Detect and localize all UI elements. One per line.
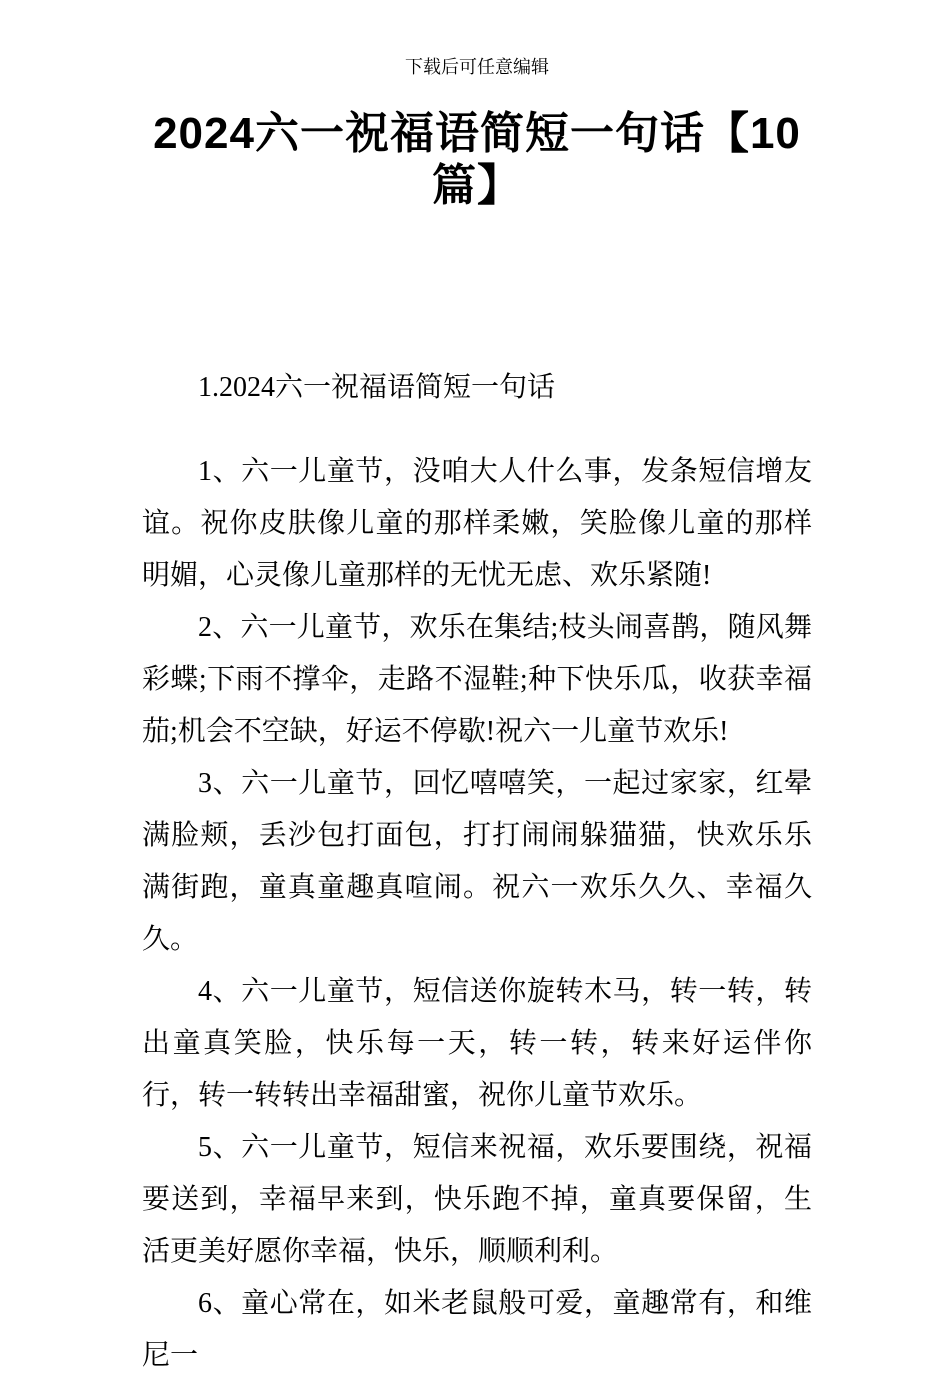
- document-title: 2024六一祝福语简短一句话【10篇】: [153, 109, 801, 210]
- paragraph: 4、六一儿童节，短信送你旋转木马，转一转，转出童真笑脸，快乐每一天，转一转，转来好运伴你行，转一转转出幸福甜蜜，祝你儿童节欢乐。: [142, 976, 812, 1111]
- section-heading: 1.2024六一祝福语简短一句话: [198, 372, 556, 403]
- paragraph: 3、六一儿童节，回忆嘻嘻笑，一起过家家，红晕满脸颊，丢沙包打面包，打打闹闹躲猫猫，快欢乐乐满街跑，童真童趣真喧闹。祝六一欢乐久久、幸福久久。: [142, 768, 812, 955]
- paragraph: 6、童心常在，如米老鼠般可爱，童趣常有，和维尼一: [142, 1288, 812, 1371]
- paragraph: 1、六一儿童节，没咱大人什么事，发条短信增友谊。祝你皮肤像儿童的那样柔嫩，笑脸像儿童的那样明媚，心灵像儿童那样的无忧无虑、欢乐紧随!: [142, 456, 812, 591]
- paragraph: 5、六一儿童节，短信来祝福，欢乐要围绕，祝福要送到，幸福早来到，快乐跑不掉，童真要保留，生活更美好愿你幸福，快乐，顺顺利利。: [142, 1132, 812, 1267]
- page-header-note: 下载后可任意编辑: [405, 57, 549, 77]
- paragraph-list: [142, 446, 812, 1382]
- paragraph: 2、六一儿童节，欢乐在集结;枝头闹喜鹊，随风舞彩蝶;下雨不撑伞，走路不湿鞋;种下快乐瓜，收获幸福茄;机会不空缺，好运不停歇!祝六一儿童节欢乐!: [142, 612, 812, 747]
